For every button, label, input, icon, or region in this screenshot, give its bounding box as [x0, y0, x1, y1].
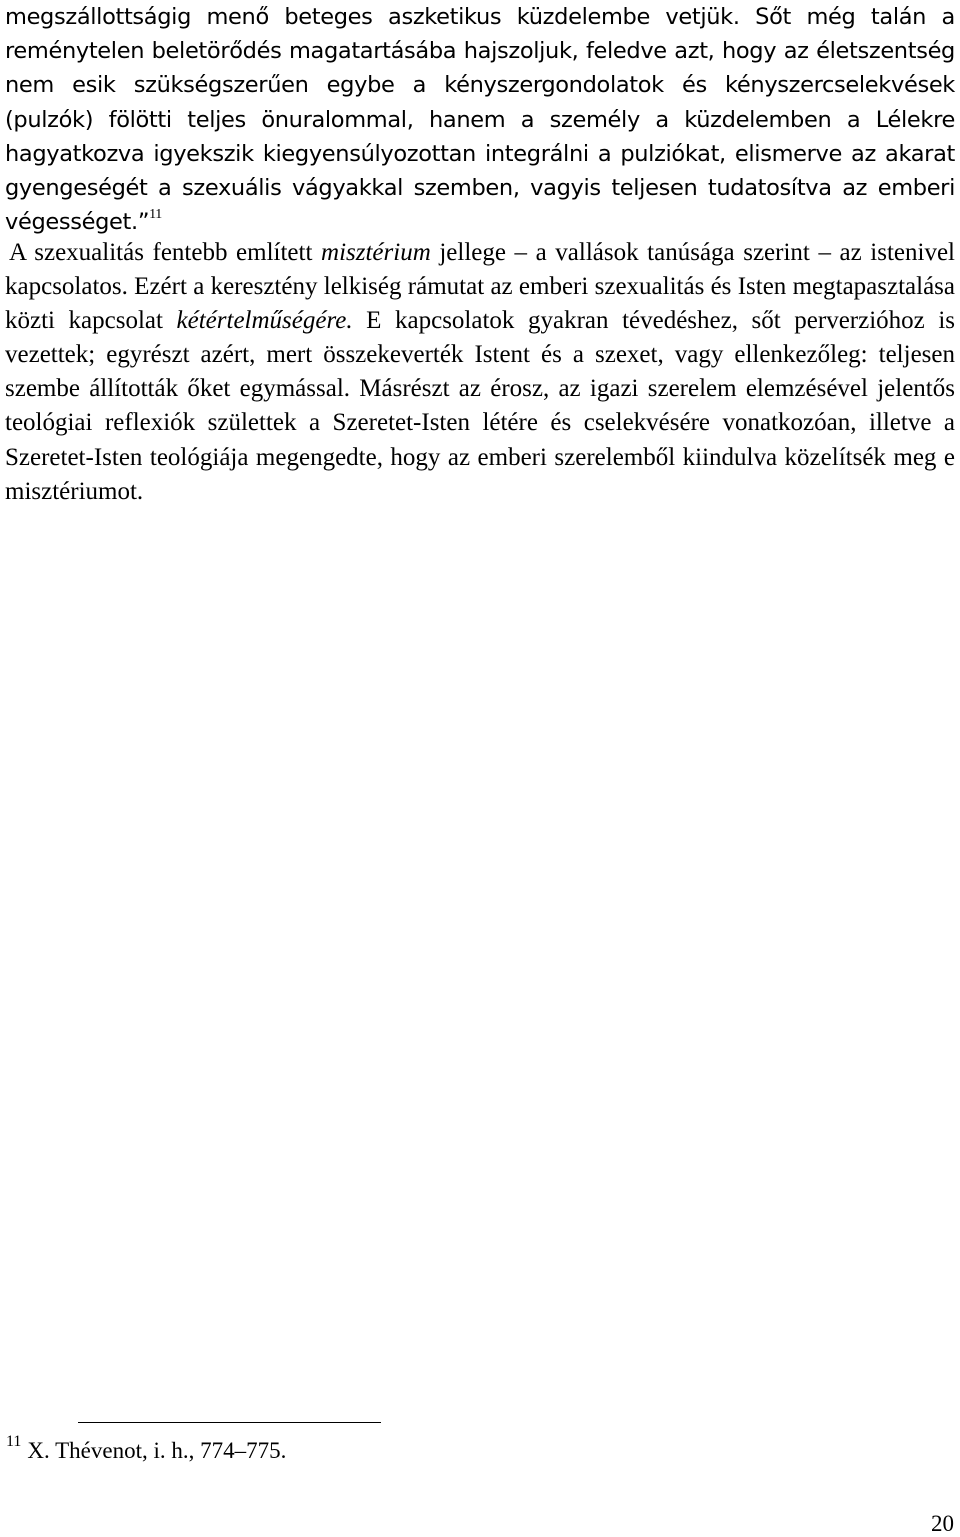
page-number: 20: [931, 1511, 954, 1536]
quote-text: megszállottságig menő beteges aszketikus küzdelembe vetjük. Sőt még talán a reménytelen beletörődés magatartásába hajszoljuk, feledve azt, hogy az életszentség nem esik szükségszerűen egybe a kényszergondolatok és kényszercselekvések (pulzók) fölötti teljes önuralommal, hanem a személy a küzdelemben a Lélekre hagyatkozva igyekszik kiegyensúlyozottan integrálni a pulziókat, elismerve az akarat gyengeségét a szexuális vágyakkal szemben, vagyis teljesen tudatosítva az emberi végességet.”: [5, 4, 955, 236]
body-paragraph: [5, 236, 955, 509]
paragraph-text-2: jellege – a vallások tanúsága szerint – az istenivel kapcsolatos. Ezért a keresztény lelkiség rámutat az emberi szexualitás és Isten megtapasztalása közti kapcsolat: [5, 239, 955, 335]
footnote: [6, 1434, 286, 1468]
footnote-reference[interactable]: 11: [149, 207, 162, 223]
quoted-passage: [5, 0, 955, 239]
footnote-separator: [78, 1422, 381, 1423]
paragraph-italic-ketertelmuseg: kétértelműségére.: [176, 307, 353, 335]
footnote-number: 11: [6, 1433, 22, 1450]
paragraph-italic-misterium: misztérium: [321, 239, 431, 266]
paragraph-text-3: E kapcsolatok gyakran tévedéshez, sőt perverzióhoz is vezettek; egyrészt azért, mert összekeverték Istent és a szexet, vagy ellenkezőleg: teljesen szembe állították őket egymással. Másrészt az érosz, az igazi szerelem elemzésével jelentős teológiai reflexiók születtek a Szeretet-Isten létére és cselekvésére vonatkozóan, illetve a Szeretet-Isten teológiája megengedte, hogy az emberi szerelemből kiindulva közelítsék meg e misztériumot.: [5, 307, 955, 505]
footnote-text: X. Thévenot, i. h., 774–775.: [27, 1438, 287, 1463]
paragraph-text-1: A szexualitás fentebb említett: [9, 239, 322, 266]
